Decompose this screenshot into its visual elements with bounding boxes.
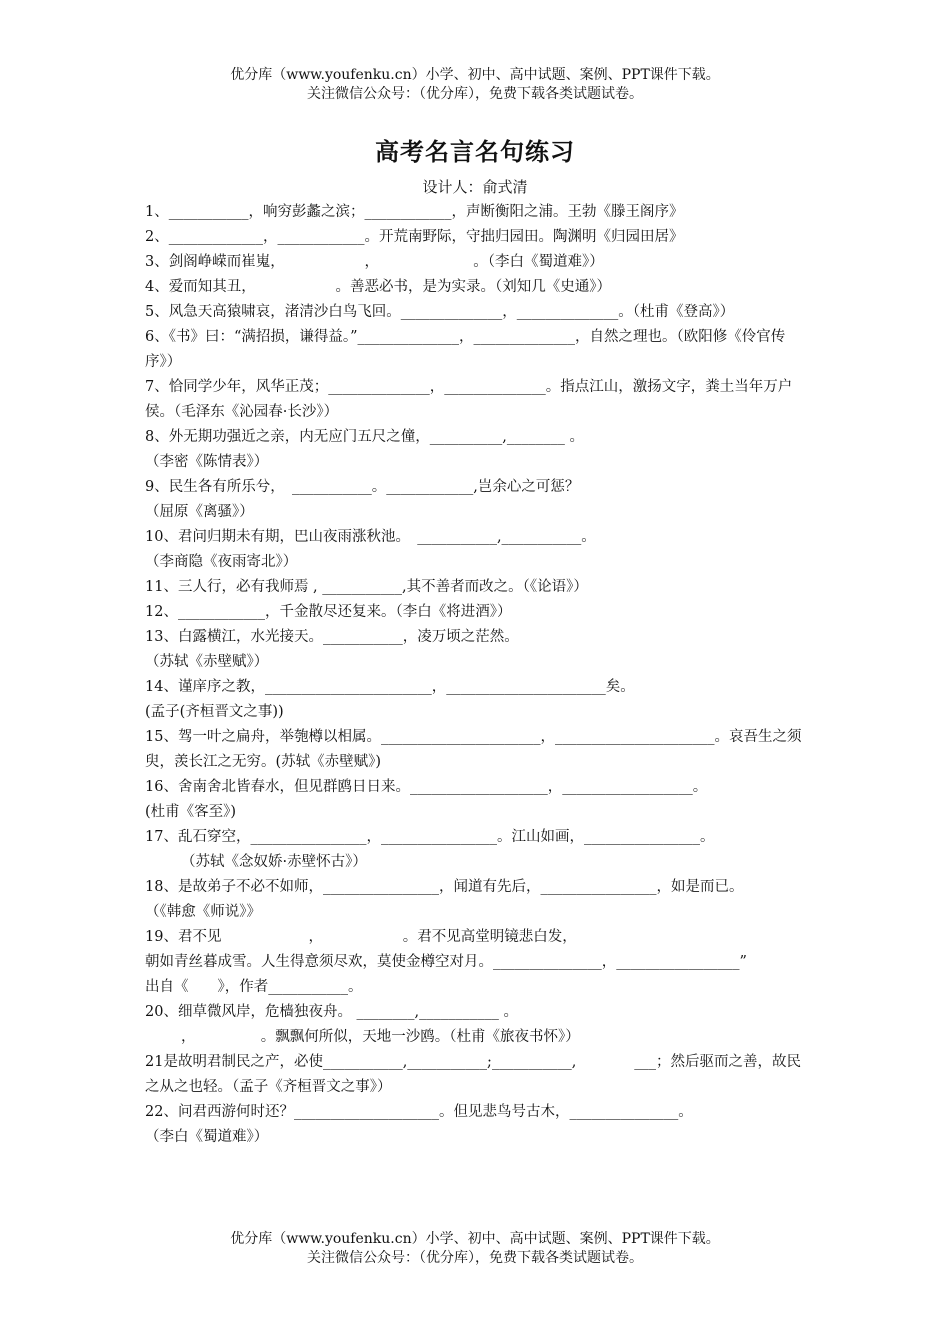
exercise-line: 18、是故弟子不必不如师，________________，闻道有先后，________________，如是而已。 [145,879,744,895]
exercise-line: 7、恰同学少年，风华正茂；______________，______________。指点江山，激扬文字，粪土当年万户侯。（毛泽东《沁园春·长沙》） [145,379,793,420]
source-line: （李白《蜀道难》） [145,1129,269,1145]
page-title: 高考名言名句练习 [375,137,575,166]
exercise-line: 13、白露横江，水光接天。___________，凌万顷之茫然。 [145,629,519,645]
exercise-line: 9、民生各有所乐兮， ___________。____________,岂余心之可惩？ [145,479,580,495]
exercise-line: ， 。飘飘何所似，天地一沙鸥。（杜甫《旅夜书怀》） [181,1029,580,1045]
page-header [0,66,950,104]
exercise-line: 20、细草微风岸，危樯独夜舟。 ________,___________ 。 [145,1004,519,1020]
exercise-line: 4、爱而知其丑， 。善恶必书，是为实录。（刘知几《史通》） [145,279,611,295]
exercise-line: 16、舍南舍北皆春水，但见群鸥日日来。___________________，__________________。 [145,779,708,795]
exercise-line: 8、外无期功强近之亲，内无应门五尺之僮，__________,________ 。 [145,429,584,445]
source-line: （李商隐《夜雨寄北》） [145,554,298,570]
exercise-line: 3、剑阁峥嵘而崔嵬， ， 。（李白《蜀道难》） [145,254,604,270]
exercise-line: 6、《书》曰：“满招损，谦得益。”______________，______________，自然之理也。（欧阳修《伶官传序》） [145,329,786,370]
exercise-line: 朝如青丝暮成雪。人生得意须尽欢，莫使金樽空对月。_______________，_________________” [145,954,747,970]
footer-line-2: 关注微信公众号：（优分库），免费下载各类试题试卷。 [307,1250,643,1266]
exercise-list [145,200,810,1150]
exercise-line: 11、三人行，必有我师焉 , ___________,其不善者而改之。（《论语》） [145,579,588,595]
exercise-line: 出自《 》，作者___________。 [145,979,363,995]
exercise-line: 2、_____________，____________。开荒南野际，守拙归园田。陶渊明《归园田居》 [145,229,684,245]
exercise-line: 12、____________，千金散尽还复来。（李白《将进酒》） [145,604,512,620]
exercise-line: 1、___________，响穷彭蠡之滨；____________，声断衡阳之浦。王勃《滕王阁序》 [145,204,684,220]
exercise-line: 17、乱石穿空，________________，________________。江山如画，________________。 [145,829,715,845]
designer-line: 设计人：俞式清 [422,178,528,196]
header-line-1: 优分库（www.youfenku.cn）小学、初中、高中试题、案例、PPT课件下载。 [230,67,720,83]
exercise-line: 19、君不见 ， 。君不见高堂明镜悲白发， [145,929,577,945]
exercise-line: 22、问君西游何时还？____________________。但见悲鸟号古木，_______________。 [145,1104,693,1120]
source-line: （屈原《离骚》） [145,504,254,520]
exercise-line: 5、风急天高猿啸哀，渚清沙白鸟飞回。______________，______________。（杜甫《登高》） [145,304,735,320]
exercise-line: 21是故明君制民之产，必使___________,___________;___________, ___；然后驱而之善，故民之从之也轻。（孟子《齐桓晋文之事》） [145,1054,802,1095]
source-line: (杜甫《客至》) [145,804,237,820]
header-line-2: 关注微信公众号：（优分库），免费下载各类试题试卷。 [307,86,643,102]
footer-line-1: 优分库（www.youfenku.cn）小学、初中、高中试题、案例、PPT课件下载。 [230,1231,720,1247]
source-line: （苏轼《赤壁赋》） [145,654,269,670]
source-line: （苏轼《念奴娇·赤壁怀古》） [181,854,367,870]
exercise-line: 15、驾一叶之扁舟，举匏樽以相属。______________________，______________________。哀吾生之须臾，羡长江之无穷。(苏轼《赤壁赋》) [145,729,802,770]
page-footer [0,1230,950,1268]
exercise-line: 10、君问归期未有期，巴山夜雨涨秋池。 ___________,___________。 [145,529,596,545]
source-line: (孟子(齐桓晋文之事)) [145,704,284,720]
exercise-line: 14、谨庠序之教，_______________________，______________________矣。 [145,679,635,695]
source-line: （《韩愈《师说》》 [145,904,261,920]
source-line: （李密《陈情表》） [145,454,269,470]
